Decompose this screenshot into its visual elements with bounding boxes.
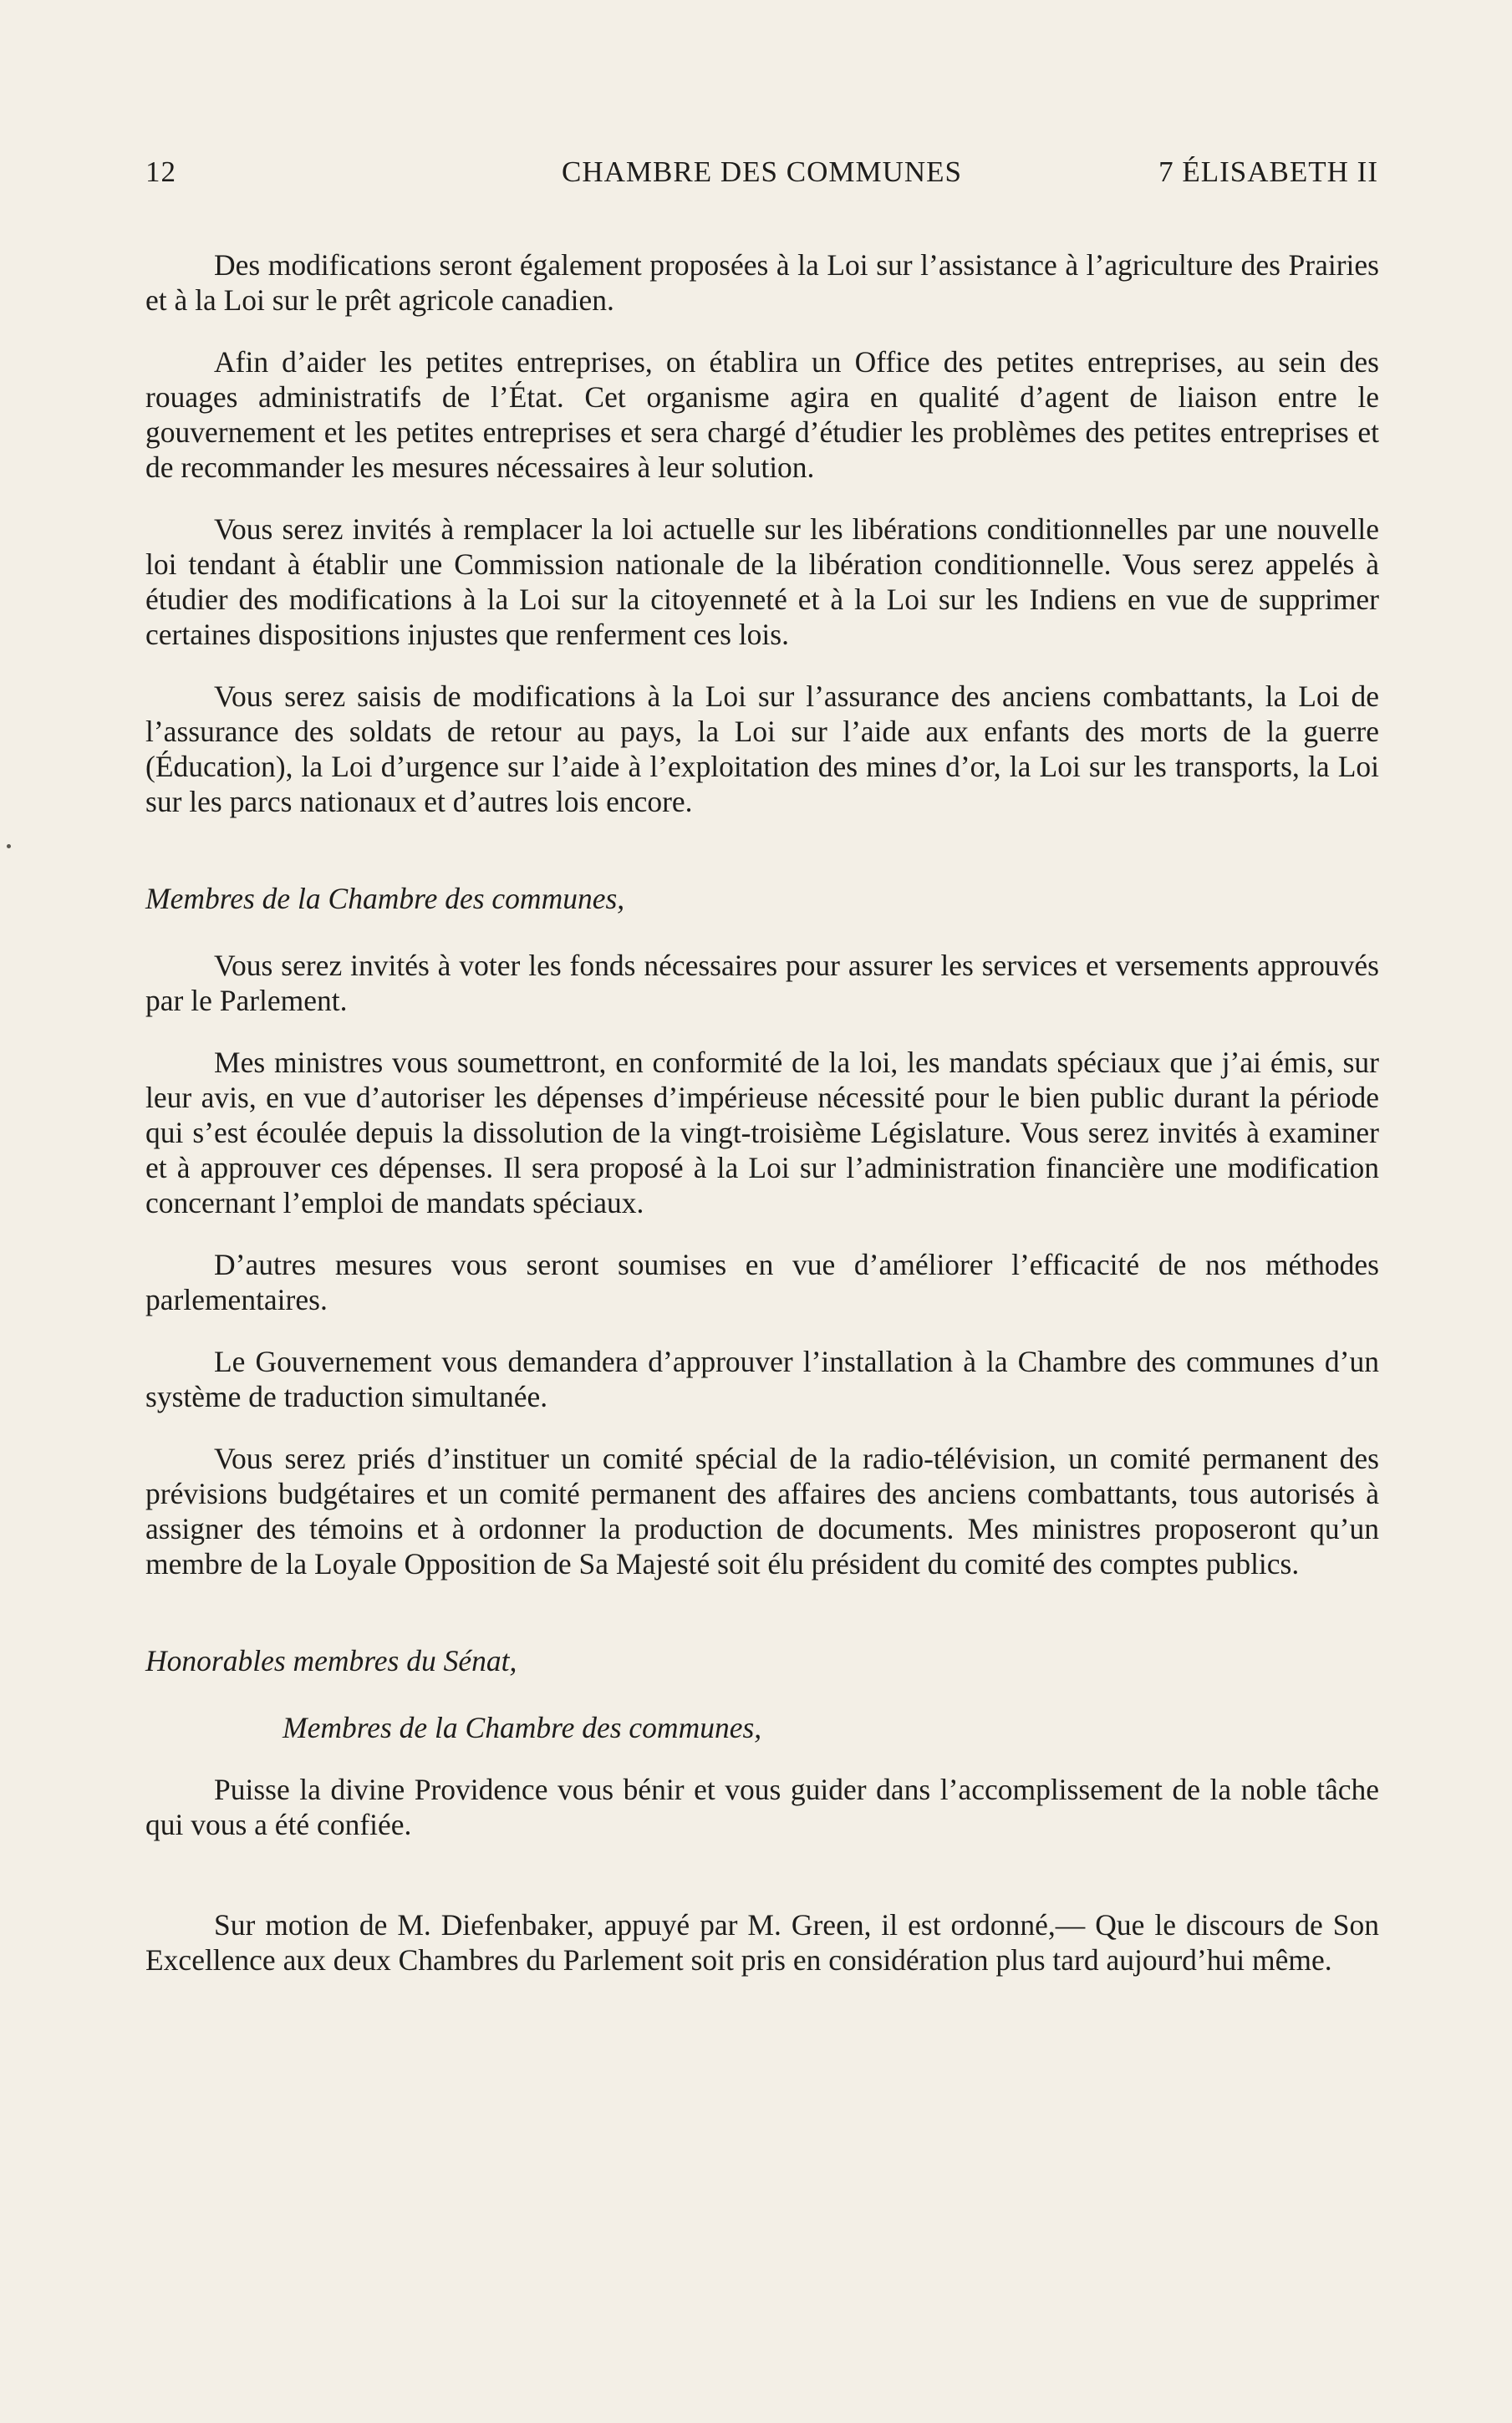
paragraph-parliamentary-methods: D’autres mesures vous seront soumises en vue d’améliorer l’efficacité de nos méthodes parlementaires.: [145, 1248, 1379, 1316]
regnal-year: 7 ÉLISABETH II: [1158, 155, 1378, 188]
salutation-commons: Membres de la Chambre des communes,: [145, 882, 625, 915]
journal-title: CHAMBRE DES COMMUNES: [562, 155, 962, 188]
salutation-commons-closing: Membres de la Chambre des communes,: [283, 1711, 762, 1744]
paragraph-parole-board: Vous serez invités à remplacer la loi actuelle sur les libérations conditionnelles par une nouvelle loi tendant à établir une Commission nationale de la libération conditionnelle. Vous serez appelés à étudier des modifications à la Loi sur la citoyenneté et à la Loi sur les Indiens en vue de supprimer certaines dispositions injustes que renferment ces lois.: [145, 512, 1379, 651]
body-text: [145, 247, 1379, 2004]
paragraph-small-business-office: Afin d’aider les petites entreprises, on établira un Office des petites entreprises, au sein des rouages administratifs de l’État. Cet organisme agira en qualité d’agent de liaison entre le gouvernement et les petites entreprises et sera chargé d’étudier les problèmes des petites entreprises et de recommander les mesures nécessaires à leur solution.: [145, 345, 1379, 484]
paragraph-blessing: Puisse la divine Providence vous bénir et vous guider dans l’accomplissement de la noble tâche qui vous a été confiée.: [145, 1773, 1379, 1841]
margin-speck: [7, 844, 11, 848]
page-number: 12: [145, 155, 176, 188]
running-header: [145, 155, 1378, 197]
salutation-senate: Honorables membres du Sénat,: [145, 1644, 517, 1677]
paragraph-agriculture-acts: Des modifications seront également proposées à la Loi sur l’assistance à l’agriculture des Prairies et à la Loi sur le prêt agricole canadien.: [145, 248, 1379, 317]
paragraph-committees: Vous serez priés d’instituer un comité spécial de la radio-télévision, un comité permanent des prévisions budgétaires et un comité permanent des affaires des anciens combattants, tous autorisés à assigner des témoins et à ordonner la production de documents. Mes ministres proposeront qu’un membre de la Loyale Opposition de Sa Majesté soit élu président du comité des comptes publics.: [145, 1442, 1379, 1581]
paragraph-simultaneous-translation: Le Gouvernement vous demandera d’approuver l’installation à la Chambre des communes d’un système de traduction simultanée.: [145, 1345, 1379, 1413]
paragraph-motion: Sur motion de M. Diefenbaker, appuyé par M. Green, il est ordonné,— Que le discours de Son Excellence aux deux Chambres du Parlement soit pris en considération plus tard aujourd’hui même.: [145, 1908, 1379, 1977]
paragraph-supply: Vous serez invités à voter les fonds nécessaires pour assurer les services et versements approuvés par le Parlement.: [145, 949, 1379, 1017]
paragraph-special-warrants: Mes ministres vous soumettront, en conformité de la loi, les mandats spéciaux que j’ai émis, sur leur avis, en vue d’autoriser les dépenses d’impérieuse nécessité pour le bien public durant la période qui s’est écoulée depuis la dissolution de la vingt-troisième Législature. Vous serez invités à examiner et à approuver ces dépenses. Il sera proposé à la Loi sur l’administration financière une modification concernant l’emploi de mandats spéciaux.: [145, 1046, 1379, 1219]
paragraph-veterans-acts: Vous serez saisis de modifications à la Loi sur l’assurance des anciens combattants, la Loi de l’assurance des soldats de retour au pays, la Loi sur l’aide aux enfants des morts de la guerre (Éducation), la Loi d’urgence sur l’aide à l’exploitation des mines d’or, la Loi sur les transports, la Loi sur les parcs nationaux et d’autres lois encore.: [145, 680, 1379, 818]
